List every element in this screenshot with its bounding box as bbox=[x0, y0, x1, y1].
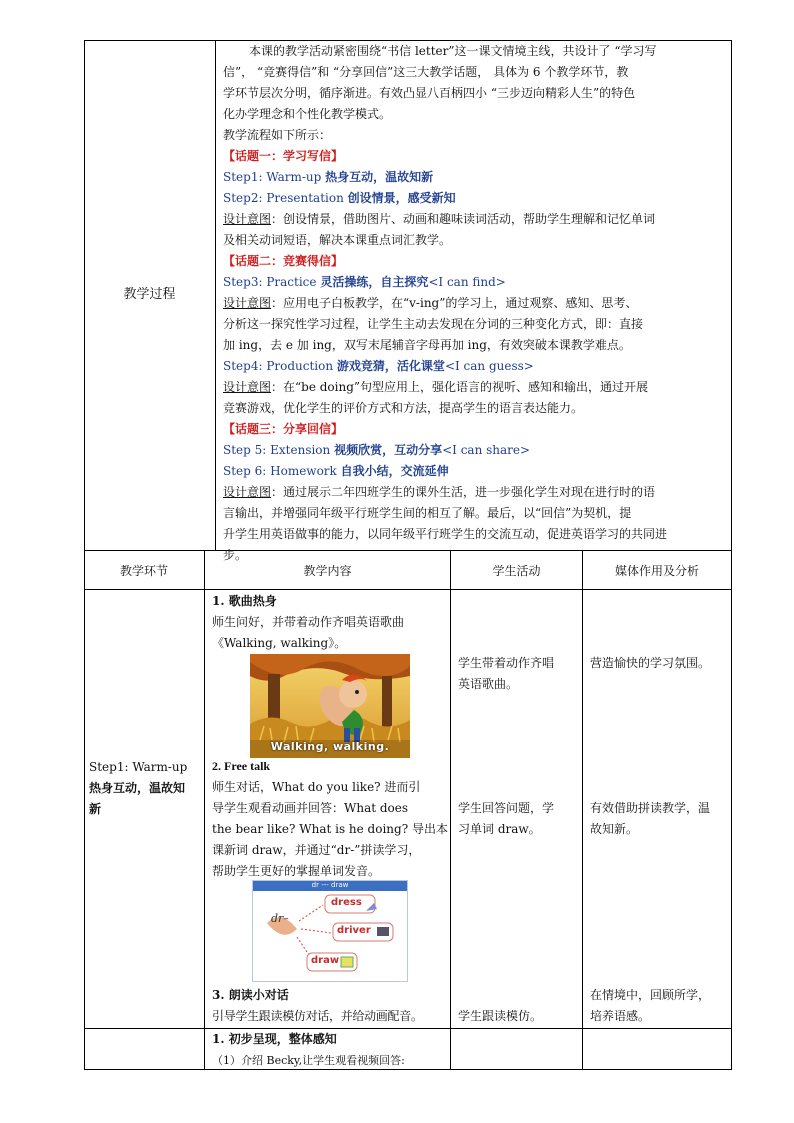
header-media: 媒体作用及分析 bbox=[614, 564, 699, 578]
activity-text: 习单词 draw。 bbox=[458, 822, 541, 836]
header-activity: 学生活动 bbox=[492, 564, 541, 578]
media-text: 在情境中，回顾所学， bbox=[590, 988, 711, 1002]
phonics-word-draw: draw bbox=[311, 955, 340, 966]
design-intent-cont: 加 ing，去 e 加 ing，双写末尾辅音字母再加 ing，有效突破本课教学难点。 bbox=[223, 338, 631, 352]
stage-title: 热身互动，温故知 bbox=[89, 781, 186, 795]
activity-text: 学生带着动作齐唱 bbox=[458, 656, 555, 670]
activity-cell-2 bbox=[458, 798, 580, 840]
step-line: Step3: Practice 灵活操练，自主探究<I can find> bbox=[223, 275, 506, 289]
content-text: 课新词 draw，并通过“dr-”拼读学习， bbox=[212, 843, 421, 857]
media-cell-1 bbox=[590, 653, 729, 674]
content-text: the bear like? What is he doing? 导出本 bbox=[212, 822, 448, 836]
car-icon bbox=[377, 927, 389, 936]
step-line: Step 5: Extension 视频欣赏，互动分享<I can share> bbox=[223, 443, 531, 457]
topic-heading: 【话题三：分享回信】 bbox=[223, 422, 344, 436]
media-text: 培养语感。 bbox=[590, 1009, 651, 1023]
media-cell-2 bbox=[590, 798, 729, 840]
intro-line: 化办学理念和个性化教学模式。 bbox=[223, 107, 392, 121]
design-intent-cont: 竞赛游戏，优化学生的评价方式和方法，提高学生的语言表达能力。 bbox=[223, 401, 584, 415]
phonics-slide-title: dr --- draw bbox=[311, 881, 349, 889]
header-content: 教学内容 bbox=[303, 564, 352, 578]
design-intent: 设计意图：在“be doing”句型应用上，强化语言的视听、感知和输出，通过开展 bbox=[223, 380, 649, 394]
media-text: 故知新。 bbox=[590, 822, 639, 836]
activity-text: 学生回答问题，学 bbox=[458, 801, 555, 815]
design-intent: 设计意图：应用电子白板教学，在“v-ing”的学习上，通过观察、感知、思考、 bbox=[223, 296, 638, 310]
topic-heading: 【话题一：学习写信】 bbox=[223, 149, 344, 163]
design-intent-cont: 分析这一探究性学习过程，让学生主动去发现在分词的三种变化方式，即：直接 bbox=[223, 317, 644, 331]
intro-line: 教学流程如下所示： bbox=[223, 128, 332, 142]
intro-line: 信”， “竞赛得信”和 “分享回信”这三大教学话题， 具体为 6 个教学环节，教 bbox=[223, 65, 629, 79]
media-text: 营造愉快的学习氛围。 bbox=[590, 656, 711, 670]
content-text: 师生问好，并带着动作齐唱英语歌曲 bbox=[212, 615, 405, 629]
phonics-prefix: dr– bbox=[271, 912, 289, 925]
content-text: 帮助学生更好的掌握单词发音。 bbox=[212, 864, 381, 878]
next-row-content bbox=[212, 1029, 448, 1071]
content-cell-2 bbox=[212, 756, 448, 882]
pencil-icon bbox=[341, 957, 353, 967]
media-cell-3 bbox=[590, 985, 729, 1027]
phonics-word-driver: driver bbox=[337, 925, 371, 936]
phonics-slide[interactable] bbox=[252, 880, 408, 982]
process-description bbox=[223, 41, 727, 566]
design-intent-cont: 及相关动词短语，解决本课重点词汇教学。 bbox=[223, 233, 452, 247]
media-text: 有效借助拼读教学，温 bbox=[590, 801, 711, 815]
topic-heading: 【话题二：竞赛得信】 bbox=[223, 254, 344, 268]
content-section-title: 1. 歌曲热身 bbox=[212, 594, 277, 608]
content-section-title: 1. 初步呈现，整体感知 bbox=[212, 1032, 337, 1046]
design-intent-cont: 步。 bbox=[223, 548, 248, 562]
content-text: （1）介绍 Becky,让学生观看视频回答: bbox=[212, 1054, 405, 1067]
design-intent-cont: 言输出，并增强同年级平行班学生间的相互了解。最后，以“回信”为契机，提 bbox=[223, 506, 632, 520]
step-line: Step4: Production 游戏竞猜，活化课堂<I can guess> bbox=[223, 359, 534, 373]
song-video-thumbnail[interactable] bbox=[250, 654, 410, 758]
content-text: 《Walking, walking》。 bbox=[212, 636, 347, 650]
content-section-title: 3. 朗读小对话 bbox=[212, 988, 289, 1002]
content-text: 引导学生跟读模仿对话，并给动画配音。 bbox=[212, 1009, 423, 1023]
design-intent-cont: 升学生用英语做事的能力，以同年级平行班学生的交流互动，促进英语学习的共同进 bbox=[223, 527, 668, 541]
content-section-title: 2. Free talk bbox=[212, 759, 271, 773]
video-caption: Walking, walking. bbox=[270, 740, 390, 753]
step-line: Step2: Presentation 创设情景，感受新知 bbox=[223, 191, 456, 205]
phonics-word-dress: dress bbox=[331, 897, 362, 908]
content-text: 导学生观看动画并回答：What does bbox=[212, 801, 409, 815]
step-line: Step 6: Homework 自我小结，交流延伸 bbox=[223, 464, 449, 478]
activity-text: 英语歌曲。 bbox=[458, 677, 519, 691]
intro-line: 本课的教学活动紧密围绕“书信 letter”这一课文情境主线，共设计了 “学习写 bbox=[249, 44, 657, 58]
activity-text: 学生跟读模仿。 bbox=[458, 1009, 543, 1023]
design-intent: 设计意图：创设情景，借助图片、动画和趣味读词活动，帮助学生理解和记忆单词 bbox=[223, 212, 656, 226]
design-intent: 设计意图：通过展示二年四班学生的课外生活，进一步强化学生对现在进行时的语 bbox=[223, 485, 656, 499]
stage-title-cont: 新 bbox=[89, 802, 102, 816]
intro-line: 学环节层次分明，循序渐进。有效凸显八百柄四小 “三步迈向精彩人生”的特色 bbox=[223, 86, 636, 100]
stage-cell bbox=[89, 757, 202, 820]
activity-cell-1 bbox=[458, 653, 580, 695]
stage-step: Step1: Warm-up bbox=[89, 760, 188, 774]
step-line: Step1: Warm-up 热身互动，温故知新 bbox=[223, 170, 434, 184]
content-text: 师生对话，What do you like? 进而引 bbox=[212, 780, 421, 794]
content-cell bbox=[212, 591, 448, 654]
content-cell-3 bbox=[212, 985, 448, 1027]
header-stage: 教学环节 bbox=[119, 564, 168, 578]
activity-cell-3 bbox=[458, 1006, 580, 1027]
section-label: 教学过程 bbox=[123, 287, 176, 302]
